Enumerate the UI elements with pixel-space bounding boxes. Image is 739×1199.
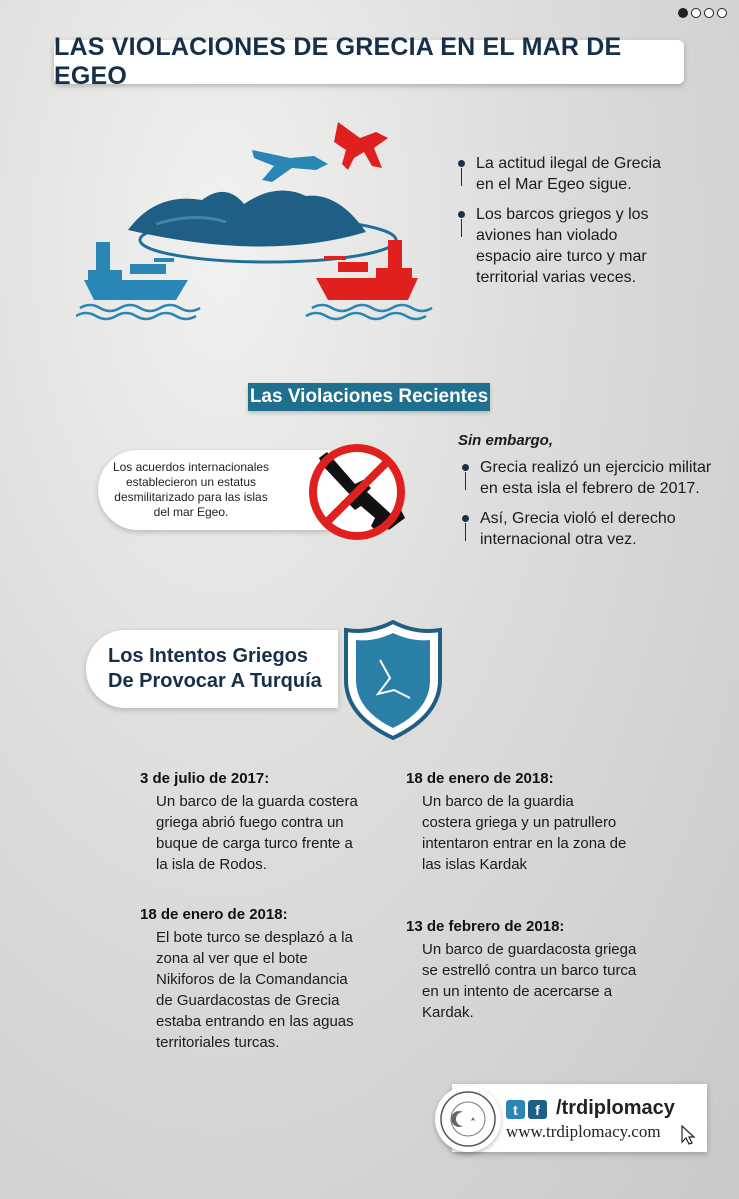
seal-logo	[435, 1086, 501, 1152]
event-1	[140, 770, 370, 875]
ship-blue-icon	[84, 242, 188, 300]
event-2-date: 18 de enero de 2018:	[406, 770, 554, 787]
island-illustration	[76, 112, 446, 327]
cursor-icon	[680, 1124, 696, 1146]
intro-bullets	[458, 153, 668, 297]
jet-blue-icon	[252, 150, 328, 182]
event-1-date: 3 de julio de 2017:	[140, 770, 270, 787]
event-3-date: 18 de enero de 2018:	[140, 906, 288, 923]
recent-violations-heading: Las Violaciones Recientes	[248, 383, 490, 411]
website-url[interactable]: www.trdiplomacy.com	[506, 1122, 661, 1141]
agreement-box	[98, 450, 330, 530]
facebook-icon[interactable]: f	[528, 1100, 547, 1119]
event-3-text: El bote turco se desplazó a la zona al ver que el bote Nikiforos de la Comandancia de Guardacostas de Grecia estaba entrando en las aguas territoriales turcas.	[156, 929, 354, 1051]
ship-red-icon	[316, 240, 418, 300]
social-icons	[506, 1100, 547, 1119]
pager-dot-2[interactable]	[691, 8, 701, 18]
pager-dot-4[interactable]	[717, 8, 727, 18]
provocations-heading-line1: Los Intentos Griegos	[108, 645, 309, 667]
event-3	[140, 906, 380, 1053]
pager-dots	[678, 8, 727, 18]
agreement-text: Los acuerdos internacionales establecieron un estatus desmilitarizado para las islas del mar Egeo.	[112, 460, 270, 519]
however-label: Sin embargo,	[458, 432, 554, 449]
page-title: LAS VIOLACIONES DE GRECIA EN EL MAR DE EGEO	[54, 40, 684, 84]
intro-bullet-1: La actitud ilegal de Grecia en el Mar Egeo sigue.	[458, 153, 668, 195]
intro-bullet-2: Los barcos griegos y los aviones han violado espacio aire turco y mar territorial varias veces.	[458, 204, 668, 288]
provocations-heading	[86, 630, 338, 708]
event-4-text: Un barco de guardacosta griega se estrelló contra un barco turca en un intento de acercarse a Kardak.	[422, 941, 637, 1021]
social-handle[interactable]: /trdiplomacy	[556, 1097, 675, 1119]
event-4-date: 13 de febrero de 2018:	[406, 918, 565, 935]
shield-icon	[340, 620, 446, 740]
no-weapons-icon	[305, 440, 409, 544]
jet-red-icon	[334, 122, 388, 170]
event-1-text: Un barco de la guarda costera griega abrió fuego contra un buque de carga turco frente a la isla de Rodos.	[156, 793, 358, 873]
recent-bullet-1: Grecia realizó un ejercicio militar en esta isla el febrero de 2017.	[462, 457, 712, 499]
event-2-text: Un barco de la guardia costera griega y un patrullero intentaron entrar en la zona de las islas Kardak	[422, 793, 627, 873]
pager-dot-1[interactable]	[678, 8, 688, 18]
recent-bullets	[462, 457, 712, 559]
island-icon	[128, 191, 396, 262]
event-4	[406, 918, 646, 1023]
provocations-heading-line2: De Provocar A Turquía	[108, 670, 322, 692]
event-2	[406, 770, 636, 875]
pager-dot-3[interactable]	[704, 8, 714, 18]
seal-icon	[435, 1086, 501, 1152]
twitter-icon[interactable]: t	[506, 1100, 525, 1119]
recent-bullet-2: Así, Grecia violó el derecho internacional otra vez.	[462, 508, 712, 550]
